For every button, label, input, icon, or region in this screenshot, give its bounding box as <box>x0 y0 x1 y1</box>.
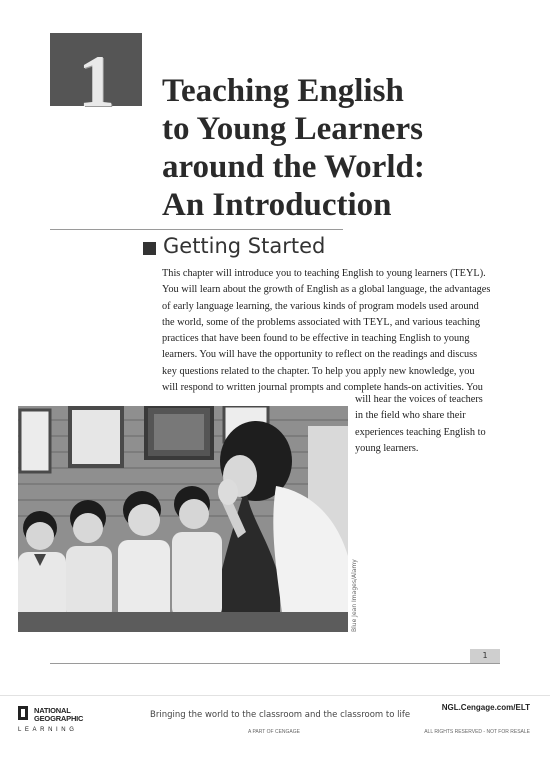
intro-paragraph-wrap <box>355 392 515 457</box>
paragraph-line: young learners. <box>355 442 419 454</box>
paragraph-line: practices that have been found to be effective in teaching English to young <box>162 333 470 345</box>
chapter-title-line: An Introduction <box>162 187 392 223</box>
chapter-title-line: Teaching English <box>162 73 404 109</box>
footer-separator <box>0 695 550 696</box>
footer-url-link[interactable]: NGL.Cengage.com/ELT <box>441 703 530 712</box>
chapter-title-line: around the World: <box>162 149 425 185</box>
brand-line: NATIONAL <box>34 706 71 715</box>
brand-sub: LEARNING <box>18 727 78 733</box>
paragraph-line: key questions related to the chapter. To help you apply new knowledge, you <box>162 365 475 377</box>
page-number: 1 <box>470 649 500 663</box>
section-heading: Getting Started <box>163 234 326 258</box>
paragraph-line: This chapter will introduce you to teaching English to young learners (TEYL). <box>162 268 486 279</box>
classroom-photo <box>18 406 348 632</box>
paragraph-line: the world, some of the problems associated with TEYL, and various teaching <box>162 316 481 328</box>
section-bullet-icon <box>143 242 156 255</box>
nat-geo-frame-icon <box>18 706 28 720</box>
footer-part-of: A PART OF CENGAGE <box>248 729 300 735</box>
chapter-number: 1 <box>78 41 115 123</box>
footer-divider <box>50 663 500 664</box>
chapter-title-line: to Young Learners <box>162 111 423 147</box>
paragraph-line: learners. You will have the opportunity to reflect on the readings and discuss <box>162 349 478 361</box>
brand-name <box>34 707 94 723</box>
photo-credit: Blue Jean Images/Alamy <box>351 559 358 632</box>
title-divider <box>50 229 343 230</box>
paragraph-line: experiences teaching English to <box>355 426 486 438</box>
footer-tagline: Bringing the world to the classroom and the classroom to life <box>150 710 411 720</box>
brand-line: GEOGRAPHIC <box>34 714 84 723</box>
paragraph-line: will respond to written journal prompts and complete hands-on activities. You <box>162 382 483 394</box>
paragraph-line: of early language learning, the various kinds of program models used around <box>162 300 479 312</box>
chapter-title <box>162 72 492 224</box>
footer-rights: ALL RIGHTS RESERVED - NOT FOR RESALE <box>424 729 530 735</box>
intro-paragraph <box>162 266 507 396</box>
paragraph-line: will hear the voices of teachers <box>355 394 483 405</box>
paragraph-line: You will learn about the growth of English as a global language, the advantages <box>162 284 491 296</box>
paragraph-line: in the field who share their <box>355 410 466 422</box>
